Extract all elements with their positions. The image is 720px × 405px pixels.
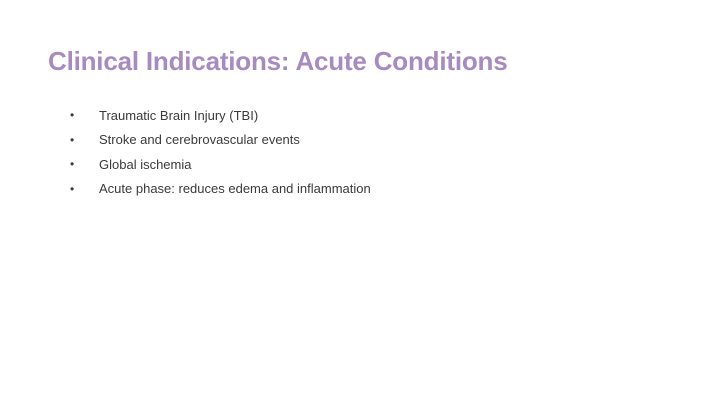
- bullet-text: Acute phase: reduces edema and inflammation: [99, 181, 371, 197]
- bullet-list: [70, 103, 371, 201]
- list-item: [70, 177, 371, 202]
- bullet-icon: •: [70, 108, 75, 123]
- list-item: [70, 152, 371, 177]
- bullet-text: Traumatic Brain Injury (TBI): [99, 107, 259, 123]
- list-item: [70, 103, 371, 128]
- list-item: [70, 128, 371, 153]
- bullet-icon: •: [70, 132, 75, 147]
- bullet-text: Stroke and cerebrovascular events: [99, 132, 300, 148]
- slide-title: Clinical Indications: Acute Conditions: [48, 46, 508, 76]
- bullet-icon: •: [70, 157, 75, 172]
- bullet-icon: •: [70, 181, 75, 196]
- bullet-text: Global ischemia: [99, 156, 192, 172]
